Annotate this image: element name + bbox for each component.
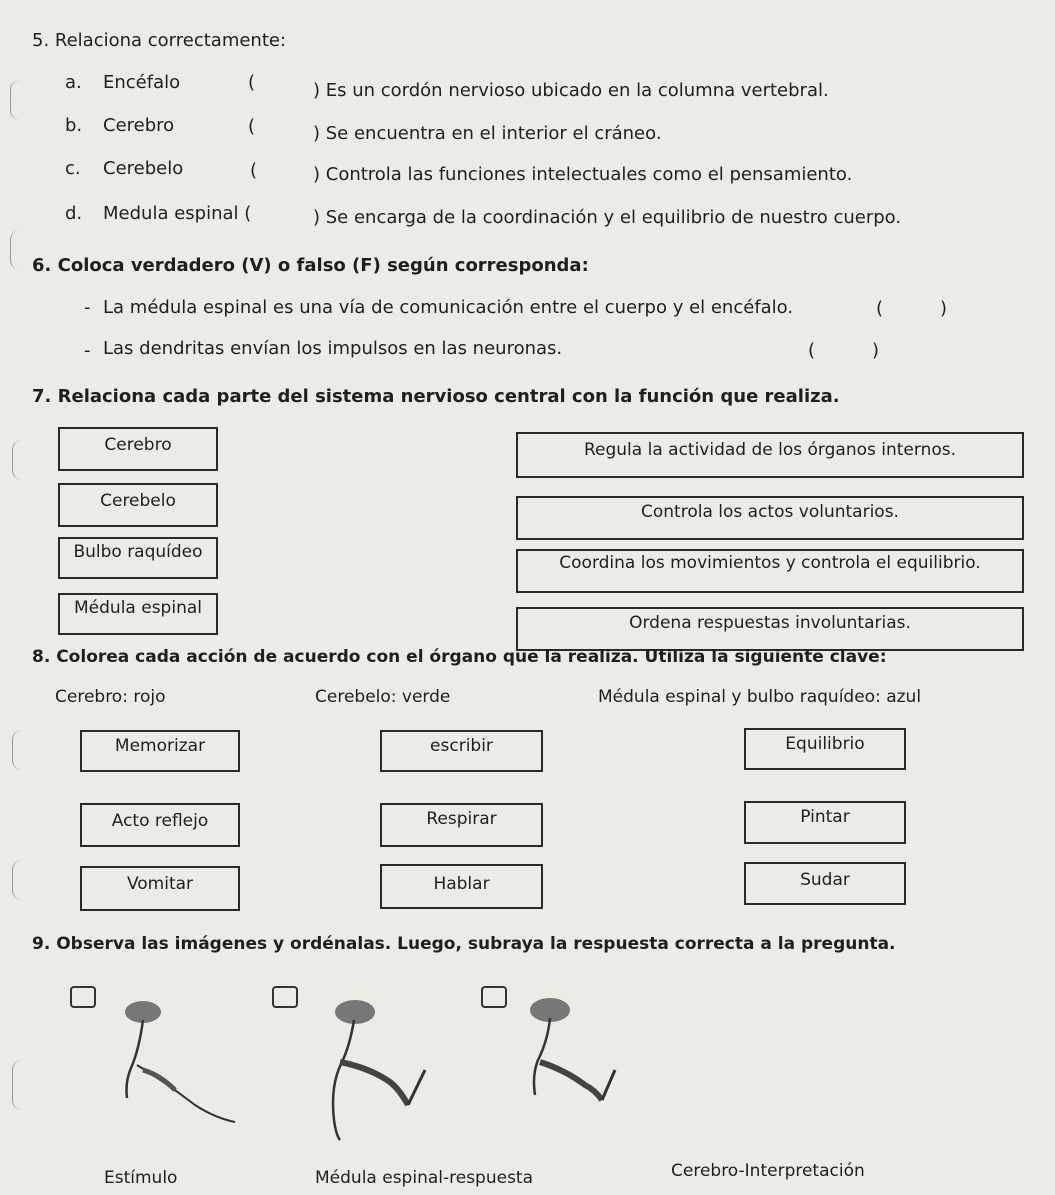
q5-letter-a: a. <box>65 72 82 93</box>
q5-term-b: Cerebro <box>103 115 175 136</box>
q7-left-medula: Médula espinal <box>58 593 218 635</box>
q6-dash-2: - <box>84 340 91 361</box>
margin-mark <box>12 440 23 480</box>
action-escribir[interactable]: escribir <box>380 730 543 772</box>
q6-dash-1: - <box>84 297 91 318</box>
q7-left-cerebelo: Cerebelo <box>58 483 218 527</box>
q7-right-3: Coordina los movimientos y controla el equilibrio. <box>516 549 1024 593</box>
q5-term-c: Cerebelo <box>103 158 184 179</box>
q5-def-a: ) Es un cordón nervioso ubicado en la columna vertebral. <box>313 80 829 101</box>
q7-right-1: Regula la actividad de los órganos internos. <box>516 432 1024 478</box>
margin-mark <box>12 730 23 770</box>
q8-title: 8. Colorea cada acción de acuerdo con el órgano que la realiza. Utiliza la siguiente clave: <box>32 647 887 667</box>
caption-estimulo: Estímulo <box>104 1168 178 1188</box>
margin-mark <box>10 80 21 120</box>
action-hablar[interactable]: Hablar <box>380 864 543 909</box>
q6-title: 6. Coloca verdadero (V) o falso (F) según corresponda: <box>32 255 589 276</box>
q5-letter-c: c. <box>65 158 81 179</box>
q8-key-cerebro: Cerebro: rojo <box>55 687 166 707</box>
q5-def-d: ) Se encarga de la coordinación y el equilibrio de nuestro cuerpo. <box>313 207 902 228</box>
margin-mark <box>12 1060 23 1110</box>
q6-open-2: ( <box>808 340 816 361</box>
q5-term-d: Medula espinal ( <box>103 203 252 224</box>
q8-key-cerebelo: Cerebelo: verde <box>315 687 451 707</box>
action-acto-reflejo[interactable]: Acto reflejo <box>80 803 240 847</box>
margin-mark <box>10 230 21 270</box>
order-checkbox-2[interactable] <box>272 986 298 1008</box>
q7-left-bulbo: Bulbo raquídeo <box>58 537 218 579</box>
q5-paren-c: ( <box>250 160 258 181</box>
action-respirar[interactable]: Respirar <box>380 803 543 847</box>
q5-def-c: ) Controla las funciones intelectuales como el pensamiento. <box>313 164 853 185</box>
q6-statement-1: La médula espinal es una vía de comunicación entre el cuerpo y el encéfalo. <box>103 297 794 318</box>
q5-def-b: ) Se encuentra en el interior el cráneo. <box>313 123 662 144</box>
q7-title: 7. Relaciona cada parte del sistema nervioso central con la función que realiza. <box>32 386 840 407</box>
q5-title: 5. Relaciona correctamente: <box>32 30 287 51</box>
action-memorizar[interactable]: Memorizar <box>80 730 240 772</box>
q5-letter-b: b. <box>65 115 83 136</box>
q6-open-1: ( <box>876 298 884 319</box>
order-checkbox-1[interactable] <box>70 986 96 1008</box>
q5-letter-d: d. <box>65 203 83 224</box>
action-equilibrio[interactable]: Equilibrio <box>744 728 906 770</box>
q5-term-a: Encéfalo <box>103 72 181 93</box>
q7-left-cerebro: Cerebro <box>58 427 218 471</box>
q6-close-2: ) <box>872 340 880 361</box>
illustration-stimulus <box>105 990 255 1125</box>
q8-key-medula: Médula espinal y bulbo raquídeo: azul <box>598 687 922 707</box>
action-sudar[interactable]: Sudar <box>744 862 906 905</box>
q7-right-2: Controla los actos voluntarios. <box>516 496 1024 540</box>
action-pintar[interactable]: Pintar <box>744 801 906 844</box>
caption-medula-respuesta: Médula espinal-respuesta <box>315 1168 534 1188</box>
order-checkbox-3[interactable] <box>481 986 507 1008</box>
illustration-spinal-response <box>300 990 450 1145</box>
q9-title: 9. Observa las imágenes y ordénalas. Luego, subraya la respuesta correcta a la pregunta. <box>32 934 896 954</box>
q6-statement-2: Las dendritas envían los impulsos en las neuronas. <box>103 338 563 359</box>
q7-right-4: Ordena respuestas involuntarias. <box>516 607 1024 651</box>
illustration-brain-interpretation <box>510 990 630 1110</box>
q6-close-1: ) <box>940 298 948 319</box>
q5-paren-a: ( <box>248 72 256 93</box>
caption-cerebro-interpretacion: Cerebro-Interpretación <box>671 1161 865 1181</box>
action-vomitar[interactable]: Vomitar <box>80 866 240 911</box>
margin-mark <box>12 860 23 900</box>
q5-paren-b: ( <box>248 116 256 137</box>
